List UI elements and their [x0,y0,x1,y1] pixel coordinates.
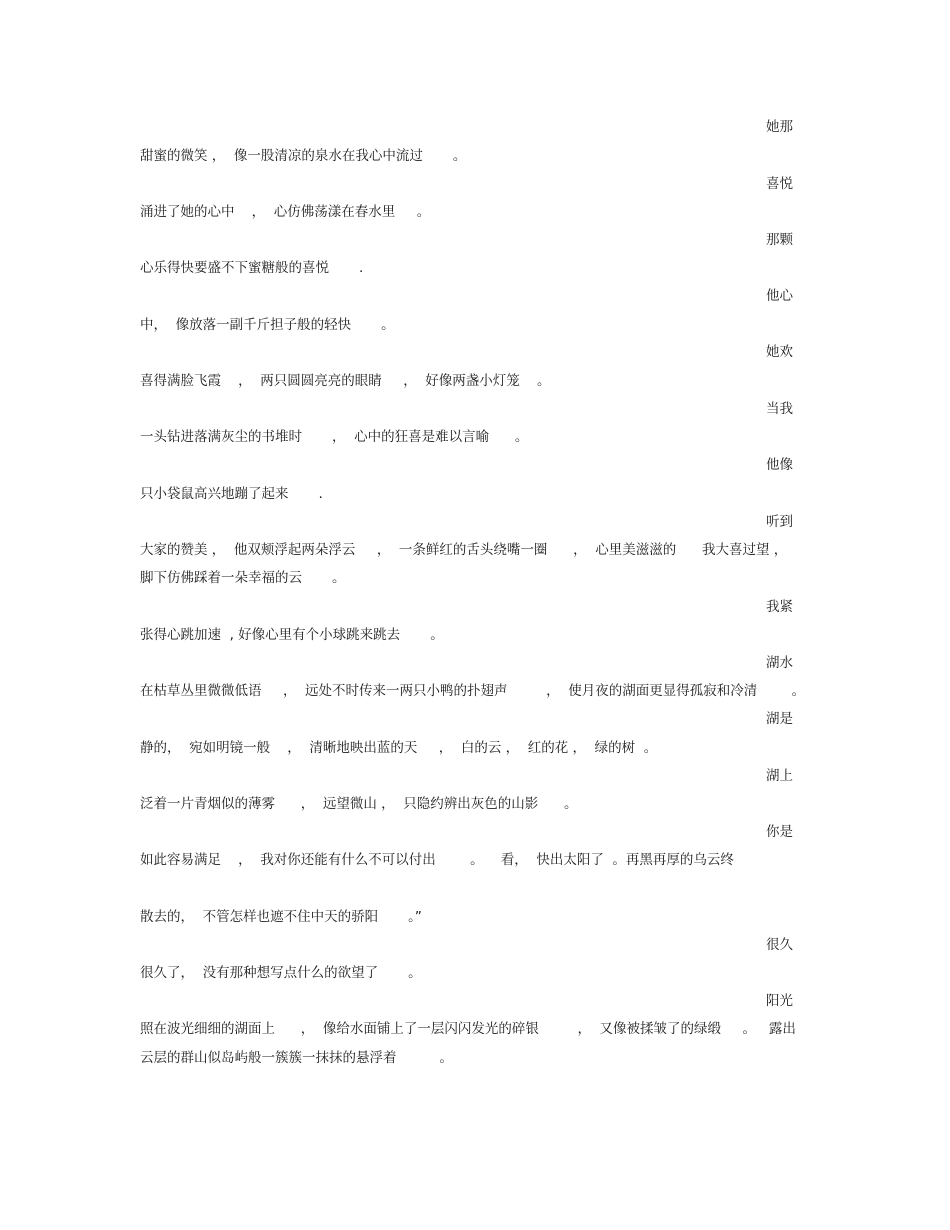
paragraph-lead: 当我 [766,401,793,417]
paragraph-lead: 湖水 [766,655,793,671]
paragraph-line: 很久了， 没有那种想写点什么的欲望了 。 [140,965,422,981]
paragraph-lead: 很久 [766,937,793,953]
paragraph-lead: 阳光 [766,993,793,1009]
paragraph-line: 如此容易满足 ， 我对你还能有什么不可以付出 。 看， 快出太阳了 。再黑再厚的乌云终 [140,852,734,868]
paragraph-lead: 他心 [766,288,793,304]
paragraph-lead: 那颗 [766,232,793,248]
paragraph-line: 静的， 宛如明镜一般 ， 清晰地映出蓝的天 ， 白的云 ， 红的花 ， 绿的树 。 [140,740,658,756]
paragraph-line: 一头钻进落满灰尘的书堆时 ， 心中的狂喜是难以言喻 。 [140,429,529,445]
paragraph-line: 散去的， 不管怎样也遮不住中天的骄阳 。” [140,909,422,925]
paragraph-line: 在枯草丛里微微低语 ， 远处不时传来一两只小鸭的扑翅声 ， 使月夜的湖面更显得孤寂和冷清 。 [140,683,806,699]
paragraph-line: 甜蜜的微笑 ， 像一股清凉的泉水在我心中流过 。 [140,148,467,164]
paragraph-line: 泛着一片青烟似的薄雾 ， 远望微山 ， 只隐约辨出灰色的山影 。 [140,796,578,812]
paragraph-line: 大家的赞美 ， 他双颊浮起两朵浮云 ， 一条鲜红的舌头绕嘴一圈 ， 心里美滋滋的 我大喜过望 ， [140,542,788,558]
paragraph-lead: 他像 [766,457,793,473]
paragraph-line: 云层的群山似岛屿般一簇簇一抹抹的悬浮着 。 [140,1050,453,1066]
paragraph-line: 涌进了她的心中 ， 心仿佛荡漾在春水里 。 [140,204,431,220]
paragraph-line: 只小袋鼠高兴地蹦了起来 . [140,486,323,502]
paragraph-lead: 喜悦 [766,176,793,192]
paragraph-line: 张得心跳加速 , 好像心里有个小球跳来跳去 。 [140,627,444,643]
paragraph-lead: 她那 [766,119,793,135]
paragraph-lead: 湖上 [766,768,793,784]
paragraph-line: 中， 像放落一副千斤担子般的轻快 。 [140,317,395,333]
paragraph-line: 喜得满脸飞霞 ， 两只圆圆亮亮的眼睛 ， 好像两盏小灯笼 。 [140,373,551,389]
paragraph-lead: 湖是 [766,711,793,727]
paragraph-lead: 你是 [766,824,793,840]
paragraph-line: 心乐得快要盛不下蜜糖般的喜悦 . [140,260,364,276]
paragraph-line: 照在波光细细的湖面上 ， 像给水面铺上了一层闪闪发光的碎银 ， 又像被揉皱了的绿缎 。 露出 [140,1021,796,1037]
paragraph-lead: 听到 [766,514,793,530]
paragraph-lead: 她欢 [766,344,793,360]
paragraph-line: 脚下仿佛踩着一朵幸福的云 。 [140,570,346,586]
paragraph-lead: 我紧 [766,599,793,615]
